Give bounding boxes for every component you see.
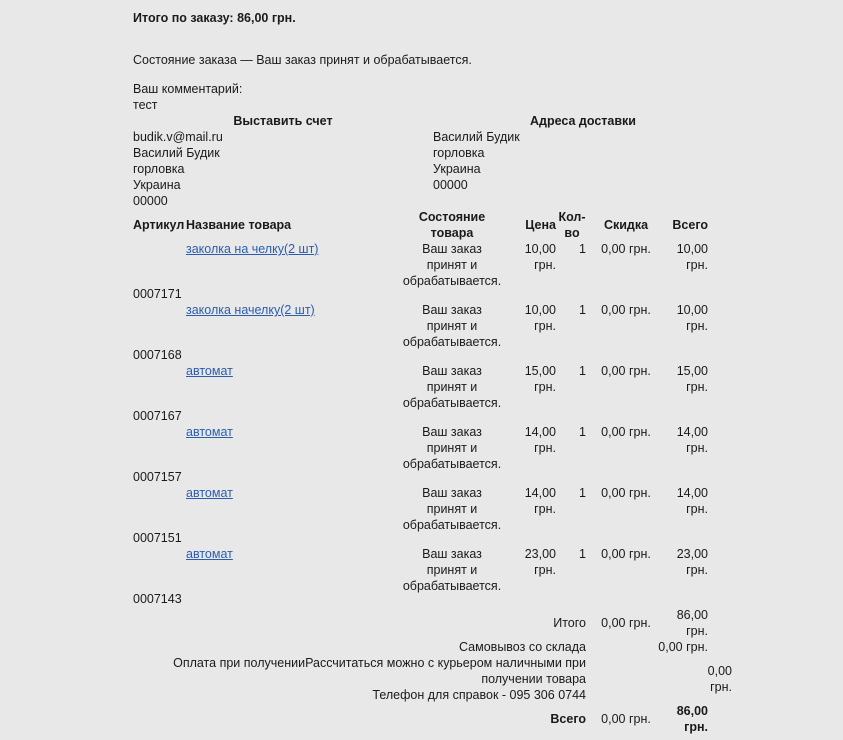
billing-title: Выставить счет	[233, 114, 333, 128]
row-status-1: Ваш заказ	[422, 486, 482, 500]
row-price-currency: грн.	[534, 502, 556, 516]
grand-total-currency: грн.	[684, 720, 708, 734]
row-price: 10,00	[524, 303, 556, 317]
grand-total-discount: 0,00 грн.	[601, 712, 651, 726]
product-link[interactable]: автомат	[186, 547, 233, 561]
row-status-1: Ваш заказ	[422, 303, 482, 317]
header-name: Название товара	[186, 218, 292, 232]
payment-label-2: получении товара	[481, 672, 586, 686]
row-price: 15,00	[524, 364, 556, 378]
row-qty: 1	[579, 303, 586, 317]
shipping-country: Украина	[433, 162, 481, 176]
row-price-currency: грн.	[534, 380, 556, 394]
shipping-title: Адреса доставки	[530, 114, 636, 128]
row-status-2: принят и	[426, 258, 478, 272]
product-link[interactable]: автомат	[186, 364, 233, 378]
row-total-currency: грн.	[686, 563, 708, 577]
row-article: 0007143	[133, 592, 182, 606]
product-link[interactable]: автомат	[186, 486, 233, 500]
row-article: 0007151	[133, 531, 182, 545]
payment-value-currency: грн.	[710, 680, 732, 694]
row-status-2: принят и	[426, 563, 478, 577]
row-status-1: Ваш заказ	[422, 242, 482, 256]
header-status-1: Состояние	[418, 210, 486, 224]
header-price: Цена	[525, 218, 556, 232]
row-discount: 0,00 грн.	[601, 303, 651, 317]
row-qty: 1	[579, 425, 586, 439]
row-status-2: принят и	[426, 441, 478, 455]
row-price-currency: грн.	[534, 319, 556, 333]
header-status-2: товара	[430, 226, 474, 240]
billing-city: горловка	[133, 162, 185, 176]
row-status-1: Ваш заказ	[422, 425, 482, 439]
subtotal-discount: 0,00 грн.	[601, 616, 651, 630]
grand-total-value: 86,00	[676, 704, 708, 718]
row-total-currency: грн.	[686, 441, 708, 455]
shipping-zip: 00000	[433, 178, 468, 192]
row-status-2: принят и	[426, 502, 478, 516]
row-discount: 0,00 грн.	[601, 547, 651, 561]
row-price-currency: грн.	[534, 258, 556, 272]
row-status-3: обрабатывается.	[402, 396, 502, 410]
billing-zip: 00000	[133, 194, 168, 208]
order-state: Состояние заказа — Ваш заказ принят и обрабатывается.	[133, 53, 472, 67]
row-qty: 1	[579, 364, 586, 378]
shipping-name: Василий Будик	[433, 130, 520, 144]
row-total: 14,00	[676, 425, 708, 439]
row-status-3: обрабатывается.	[402, 335, 502, 349]
comment-label: Ваш комментарий:	[133, 82, 243, 96]
row-status-3: обрабатывается.	[402, 518, 502, 532]
row-discount: 0,00 грн.	[601, 486, 651, 500]
row-discount: 0,00 грн.	[601, 425, 651, 439]
row-article: 0007168	[133, 348, 182, 362]
row-price: 10,00	[524, 242, 556, 256]
subtotal-label: Итого	[553, 616, 586, 630]
row-status-2: принят и	[426, 380, 478, 394]
header-qty-2: во	[564, 226, 580, 240]
row-qty: 1	[579, 547, 586, 561]
row-article: 0007157	[133, 470, 182, 484]
row-total: 14,00	[676, 486, 708, 500]
billing-name: Василий Будик	[133, 146, 220, 160]
row-total: 23,00	[676, 547, 708, 561]
billing-country: Украина	[133, 178, 181, 192]
row-status-3: обрабатывается.	[402, 457, 502, 471]
product-link[interactable]: заколка начелку(2 шт)	[186, 303, 315, 317]
phone-label: Телефон для справок - 095 306 0744	[372, 688, 586, 702]
row-status-1: Ваш заказ	[422, 547, 482, 561]
row-price: 14,00	[524, 486, 556, 500]
row-price: 14,00	[524, 425, 556, 439]
row-total-currency: грн.	[686, 380, 708, 394]
row-price-currency: грн.	[534, 563, 556, 577]
subtotal-total: 86,00	[676, 608, 708, 622]
payment-value: 0,00	[707, 664, 732, 678]
row-status-3: обрабатывается.	[402, 274, 502, 288]
row-price: 23,00	[524, 547, 556, 561]
row-status-2: принят и	[426, 319, 478, 333]
row-price-currency: грн.	[534, 441, 556, 455]
row-discount: 0,00 грн.	[601, 364, 651, 378]
order-total-heading: Итого по заказу: 86,00 грн.	[133, 11, 296, 25]
header-total: Всего	[672, 218, 708, 232]
row-article: 0007167	[133, 409, 182, 423]
row-status-3: обрабатывается.	[402, 579, 502, 593]
pickup-label: Самовывоз со склада	[459, 640, 586, 654]
row-status-1: Ваш заказ	[422, 364, 482, 378]
comment-value: тест	[133, 98, 158, 112]
subtotal-total-currency: грн.	[686, 624, 708, 638]
row-qty: 1	[579, 486, 586, 500]
row-article: 0007171	[133, 287, 182, 301]
row-total-currency: грн.	[686, 319, 708, 333]
header-article: Артикул	[133, 218, 185, 232]
row-total-currency: грн.	[686, 258, 708, 272]
payment-label-1: Оплата при полученииРассчитаться можно с курьером наличными при	[173, 656, 586, 670]
product-link[interactable]: автомат	[186, 425, 233, 439]
header-discount: Скидка	[603, 218, 649, 232]
product-link[interactable]: заколка на челку(2 шт)	[186, 242, 319, 256]
grand-total-label: Всего	[550, 712, 586, 726]
row-total-currency: грн.	[686, 502, 708, 516]
billing-email: budik.v@mail.ru	[133, 130, 223, 144]
row-total: 10,00	[676, 242, 708, 256]
header-qty-1: Кол-	[558, 210, 586, 224]
row-total: 10,00	[676, 303, 708, 317]
pickup-value: 0,00 грн.	[658, 640, 708, 654]
shipping-city: горловка	[433, 146, 485, 160]
row-discount: 0,00 грн.	[601, 242, 651, 256]
row-qty: 1	[579, 242, 586, 256]
row-total: 15,00	[676, 364, 708, 378]
